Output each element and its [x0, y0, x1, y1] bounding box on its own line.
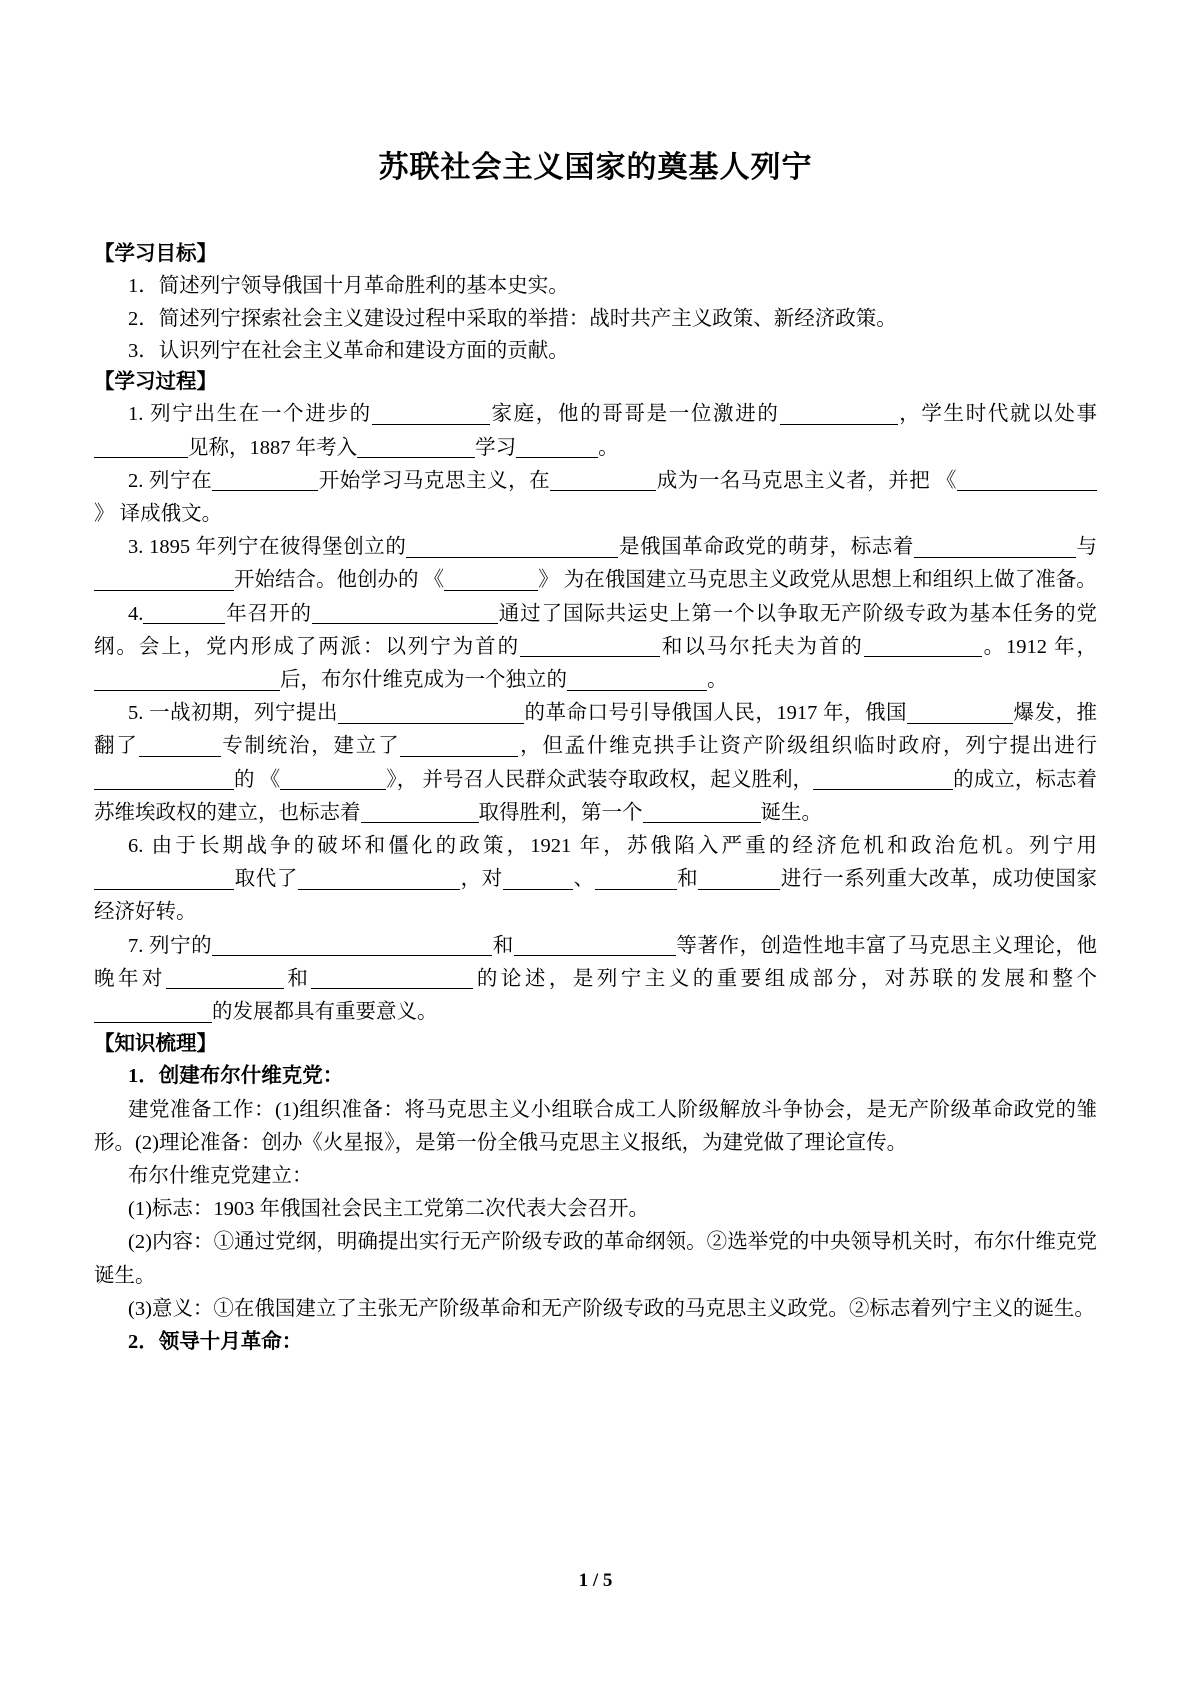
objective-item-3: 3．认识列宁在社会主义革命和建设方面的贡献。 — [128, 339, 569, 362]
objective-item-2: 2．简述列宁探索社会主义建设过程中采取的举措：战时共产主义政策、新经济政策。 — [128, 307, 897, 330]
q4-text-3: 通过了国际共运史上第一个以争取无产阶级专政为基本任务的党纲。会上，党内形成了两派：以列宁为首的 — [94, 602, 1098, 658]
q4-blank-4[interactable] — [864, 635, 982, 658]
q5-text-9: 取得胜利，第一个 — [478, 801, 643, 824]
q7-text-3: 等著作，创造性地丰富了马克思主义理论，他晚年对 — [94, 934, 1098, 990]
q1-text-3: ，学生时代就以处事 — [897, 403, 1098, 426]
q7-blank-4[interactable] — [311, 967, 473, 990]
q7-text-6: 的发展都具有重要意义。 — [212, 1001, 438, 1024]
q5-text-6: 的 《 — [234, 768, 281, 791]
q4-blank-6[interactable] — [567, 668, 707, 691]
q2-blank-1[interactable] — [212, 469, 318, 492]
q5-blank-9[interactable] — [643, 801, 761, 824]
q5-text-8: 的成立，标志着苏维埃政权的建立，也标志着 — [94, 768, 1098, 824]
q2-blank-2[interactable] — [550, 469, 656, 492]
q2-text-4: 》 译成俄文。 — [94, 503, 223, 526]
q1-text-1: 1. 列宁出生在一个进步的 — [128, 403, 372, 426]
q1-blank-2[interactable] — [780, 402, 898, 425]
document-body — [0, 239, 1191, 1359]
q5-text-7: 》， 并号召人民群众武装夺取政权，起义胜利， — [386, 768, 814, 791]
section-heading-process: 【学习过程】 — [94, 371, 217, 394]
q4-text-4: 和以马尔托夫为首的 — [660, 635, 864, 658]
q6-text-3: ，对 — [459, 868, 503, 891]
q3-blank-2[interactable] — [914, 535, 1076, 558]
q5-text-3: 爆发，推翻了 — [94, 702, 1098, 758]
objective-item-1: 1．简述列宁领导俄国十月革命胜利的基本史实。 — [128, 275, 569, 298]
q5-blank-1[interactable] — [338, 701, 524, 724]
question-5 — [94, 697, 1097, 830]
q5-blank-2[interactable] — [907, 701, 1013, 724]
q1-blank-5[interactable] — [516, 436, 598, 459]
knowledge-paragraph-5: (3)意义：①在俄国建立了主张无产阶级革命和无产阶级专政的马克思主义政党。②标志着列宁主义的诞生。 — [128, 1297, 1095, 1320]
q4-text-2: 年召开的 — [225, 602, 312, 625]
knowledge-paragraph-1: 建党准备工作：(1)组织准备：将马克思主义小组联合成工人阶级解放斗争协会，是无产阶级革命政党的雏形。(2)理论准备：创办《火星报》，是第一份全俄马克思主义报纸，为建党做了理论宣传。 — [94, 1098, 1097, 1154]
q6-text-2: 取代了 — [234, 868, 298, 891]
knowledge-paragraph-2: 布尔什维克党建立： — [128, 1165, 313, 1188]
section-heading-objectives: 【学习目标】 — [94, 243, 217, 265]
question-4 — [94, 598, 1097, 698]
page-footer: 1 / 5 — [578, 1570, 613, 1591]
q4-blank-2[interactable] — [312, 602, 498, 625]
question-6 — [94, 830, 1097, 930]
q5-blank-3[interactable] — [139, 734, 221, 757]
q7-text-5: 的论述，是列宁主义的重要组成部分，对苏联的发展和整个 — [473, 967, 1098, 990]
q3-blank-4[interactable] — [444, 568, 538, 591]
q5-text-5: ，但孟什维克拱手让资产阶级组织临时政府，列宁提出进行 — [518, 735, 1098, 758]
q2-text-3: 成为一名马克思主义者，并把 《 — [656, 469, 957, 492]
section-heading-knowledge: 【知识梳理】 — [94, 1033, 217, 1056]
q1-blank-4[interactable] — [357, 436, 475, 459]
q4-text-5: 。1912 年， — [981, 635, 1098, 658]
q5-blank-8[interactable] — [361, 801, 479, 824]
knowledge-paragraph-4: (2)内容：①通过党纲，明确提出实行无产阶级专政的革命纲领。②选举党的中央领导机关时，布尔什维克党诞生。 — [94, 1231, 1097, 1287]
knowledge-paragraph-3: (1)标志：1903 年俄国社会民主工党第二次代表大会召开。 — [128, 1198, 650, 1221]
q4-text-6: 后，布尔什维克成为一个独立的 — [280, 669, 567, 692]
knowledge-subheading-2: 2．领导十月革命： — [128, 1331, 303, 1354]
question-2 — [94, 465, 1097, 531]
q6-blank-4[interactable] — [595, 867, 677, 890]
q6-text-5: 和 — [676, 868, 699, 891]
q3-blank-1[interactable] — [406, 535, 618, 558]
q6-blank-5[interactable] — [698, 867, 780, 890]
q1-text-6: 。 — [598, 436, 619, 459]
q2-text-1: 2. 列宁在 — [128, 469, 213, 492]
q5-blank-4[interactable] — [400, 734, 518, 757]
q4-blank-3[interactable] — [520, 635, 660, 658]
q3-text-3: 与 — [1075, 536, 1098, 559]
q1-text-4: 见称，1887 年考入 — [188, 436, 358, 459]
q7-blank-5[interactable] — [94, 1000, 212, 1023]
q3-text-5: 》 为在俄国建立马克思主义政党从思想上和组织上做了准备。 — [538, 569, 1097, 592]
q4-blank-1[interactable] — [143, 602, 225, 625]
q3-text-4: 开始结合。他创办的 《 — [234, 569, 445, 592]
q6-text-1: 6. 由于长期战争的破坏和僵化的政策，1921 年，苏俄陷入严重的经济危机和政治危机。列宁用 — [128, 835, 1097, 858]
q3-text-2: 是俄国革命政党的萌芽，标志着 — [618, 536, 914, 559]
q4-text-7: 。 — [707, 669, 728, 692]
q5-blank-7[interactable] — [813, 768, 953, 791]
q1-text-5: 学习 — [475, 436, 517, 459]
q2-blank-3[interactable] — [957, 469, 1097, 492]
question-1 — [94, 398, 1097, 464]
q4-blank-5[interactable] — [94, 668, 280, 691]
page-title: 苏联社会主义国家的奠基人列宁 — [378, 151, 813, 184]
q5-text-2: 的革命口号引导俄国人民，1917 年，俄国 — [523, 702, 908, 725]
q3-blank-3[interactable] — [94, 568, 234, 591]
q1-text-2: 家庭，他的哥哥是一位激进的 — [489, 403, 780, 426]
q7-blank-2[interactable] — [514, 934, 676, 957]
q7-text-1: 7. 列宁的 — [128, 934, 213, 957]
question-3 — [94, 531, 1097, 597]
q4-text-1: 4. — [128, 602, 144, 625]
q6-blank-1[interactable] — [94, 867, 234, 890]
q3-text-1: 3. 1895 年列宁在彼得堡创立的 — [128, 536, 407, 559]
q5-blank-6[interactable] — [280, 768, 386, 791]
q7-text-4: 和 — [283, 967, 312, 990]
q2-text-2: 开始学习马克思主义，在 — [318, 469, 551, 492]
q6-text-4: 、 — [572, 868, 595, 891]
q6-blank-3[interactable] — [503, 867, 573, 890]
q1-blank-3[interactable] — [94, 436, 188, 459]
q5-text-4: 专制统治，建立了 — [220, 735, 401, 758]
q7-blank-3[interactable] — [166, 967, 284, 990]
q7-text-2: 和 — [492, 934, 514, 957]
q6-blank-2[interactable] — [298, 867, 460, 890]
q7-blank-1[interactable] — [212, 934, 492, 957]
q5-blank-5[interactable] — [94, 768, 234, 791]
q5-text-1: 5. 一战初期，列宁提出 — [128, 702, 338, 725]
q5-text-10: 诞生。 — [760, 801, 822, 824]
q6-text-6: 进行一系列重大改革，成功使国家经济好转。 — [94, 868, 1098, 924]
q1-blank-1[interactable] — [372, 402, 490, 425]
knowledge-subheading-1: 1．创建布尔什维克党： — [128, 1065, 344, 1088]
question-7 — [94, 930, 1097, 1030]
